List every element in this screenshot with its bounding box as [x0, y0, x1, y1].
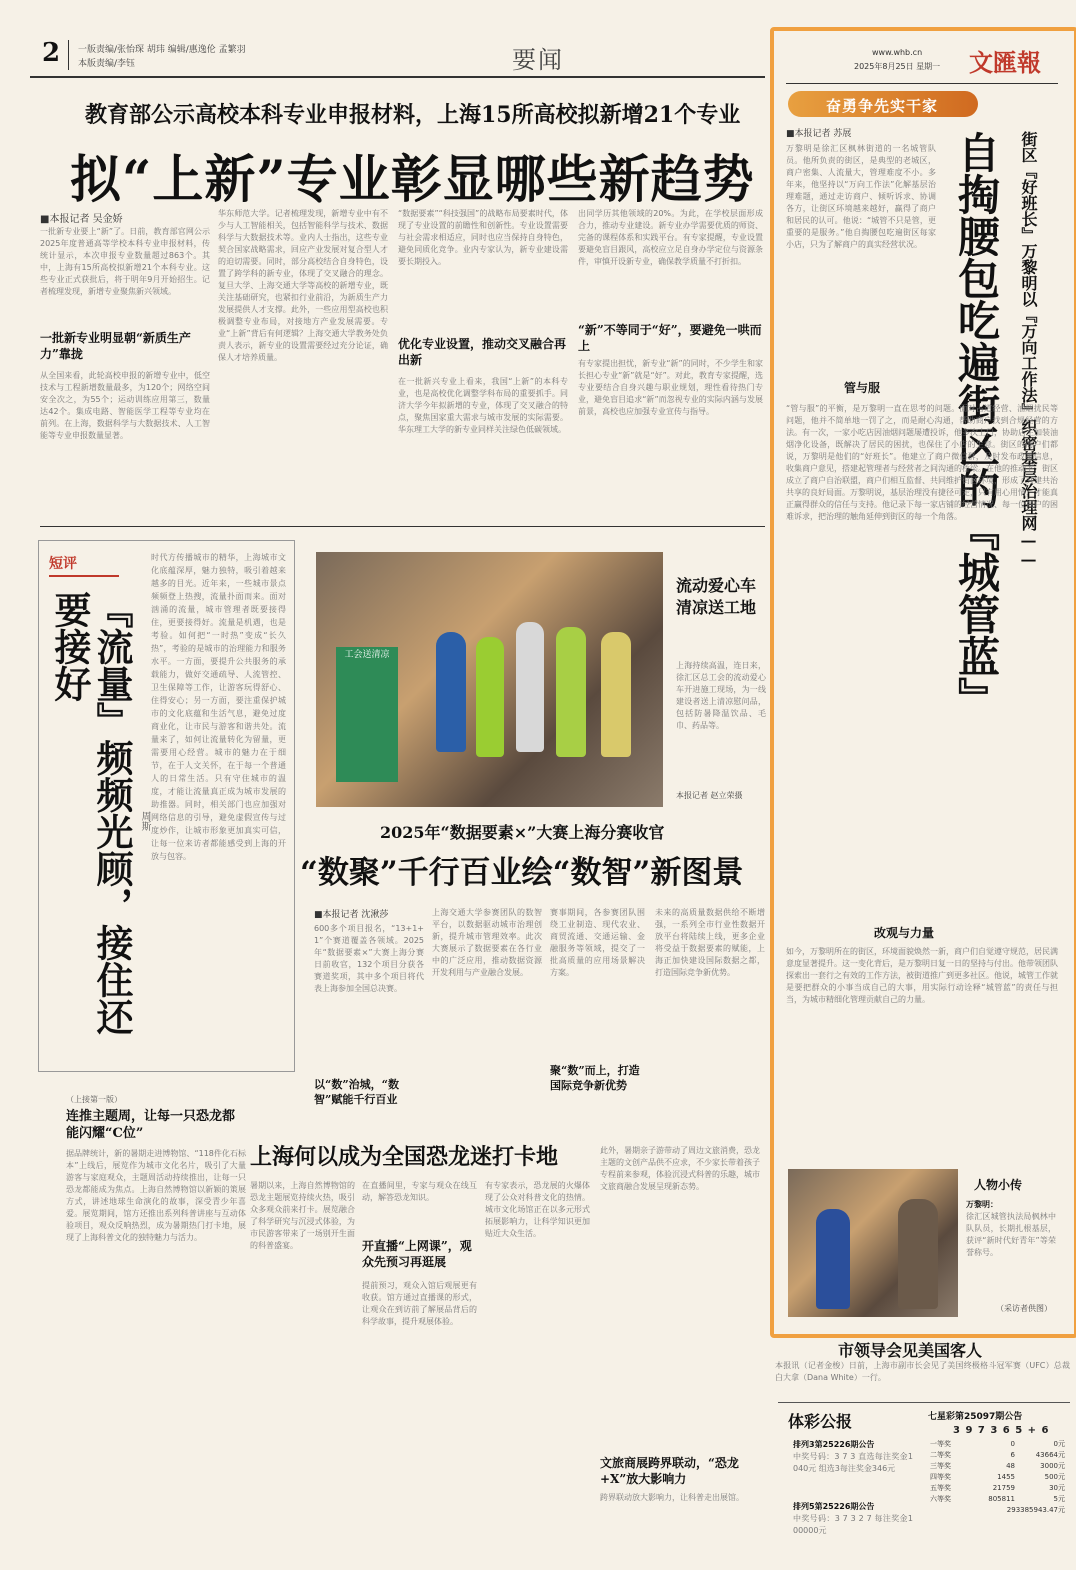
- top-story-body-col4: 出同学历其他领域的20%。为此，在学校层面形成合力，推动专业建设。新专业办学需要优质的师资、完备的课程体系和实践平台。有专家提醒，专业设置要避免盲目跟风，高校应立足自身办学定位与资源条件，审慎开设新专业，确保教学质量不打折扣。: [578, 209, 763, 266]
- prize-amount: 3000元: [1040, 1462, 1065, 1470]
- prize-level: 五等奖: [930, 1484, 951, 1492]
- dino-story-sub1: 开直播“上网课”，观众先预习再逛展: [362, 1239, 472, 1269]
- prize-level: 六等奖: [930, 1495, 951, 1503]
- commentary-box: [38, 540, 295, 1072]
- cooling-sign: [336, 647, 398, 782]
- top-story-body-col4b: 有专家提出担忧，新专业“新”的同时，不少学生和家长担心专业“新”就是“好”。对此，教育专家提醒，选专业要结合自身兴趣与职业规划，理性看待热门专业，避免盲目追求“新”而忽视专业的实际内涵与发展前景，高校也应加强专业宣传与指导。: [578, 359, 763, 416]
- prize-row: [930, 1450, 1065, 1461]
- prize-amount: 500元: [1044, 1473, 1065, 1481]
- data-story-headline: “数聚”千行百业绘“数智”新图景: [300, 855, 744, 891]
- bottom-left-body: 据品牌统计，新的暑期走进博物馆、“118件化石标本”上线后，展览作为城市文化名片，吸引了大量游客与家庭观众，主题周活动持续推出，让每一只恐龙都能成为焦点。上海自然博物馆以新颖的策展方式，讲述地球生命演化的故事，深受青少年喜爱。展览期间，馆方还推出系列科普讲座与互动体验项目，观众反响热烈，成为暑期热门打卡地，展现了上海科普文化的独特魅力与活力。: [66, 1149, 246, 1242]
- prize-row: [930, 1483, 1065, 1494]
- editor-credits: 一版责编/张怡琛 胡玮 编辑/惠逸伦 孟繁羽: [78, 45, 246, 55]
- dino-story-body-col4b: 跨界联动放大影响力，让科普走出展馆。: [600, 1493, 744, 1502]
- feature-box: [770, 27, 1076, 1338]
- dino-story-body-col1: 暑期以来，上海自然博物馆的恐龙主题展览持续火热，吸引众多观众前来打卡。展览融合了科学研究与沉浸式体验，为市民游客带来了一场别开生面的科普盛宴。: [250, 1181, 355, 1250]
- lottery-title: 体彩公报: [788, 1412, 853, 1431]
- feature-section-2: 改观与力量: [874, 926, 935, 940]
- p3-title: 排列3第25226期公告: [793, 1440, 875, 1449]
- data-story: [300, 815, 770, 1135]
- commentary-headline: 『流量』频频光顾，接住还要接好: [48, 591, 134, 1035]
- commentary-tag: [49, 553, 119, 577]
- data-story-body-col2: 上海交通大学参赛团队的数智平台，以数据驱动城市治理创新，提升城市管理效率。此次大赛展示了数据要素在各行业中的广泛应用，推动数据资源开发利用与产业融合发展。: [432, 908, 542, 977]
- top-story-sub2: 优化专业设置，推动交叉融合再出新: [398, 337, 567, 367]
- commentary-body: 时代方传播城市的精华，上海城市文化底蕴深厚，魅力独特，吸引着越来越多的目光。近年来，一些城市景点频频登上热搜，流量扑面而来。面对汹涌的流量，城市管理者既要接得住，更要接得好。流量是机遇，也是考验。如何把“一时热”变成“长久热”，考验的是城市的治理能力和服务水平。一方面，要提升公共服务的承载能力，做好交通疏导、人流管控、卫生保障等工作，让游客玩得舒心、住得安心；另一方面，要注重保护城市的文化底蕴和生活气息，避免过度商业化，让市民与游客和谐共处。流量来了，如何让流量转化为留量，更需要用心经营。城市的魅力在于细节，在于人文关怀，在于每一个普通人的日常生活。只有守住城市的温度，才能让流量真正成为城市发展的助推器。同时，相关部门也应加强对网络信息的引导，避免虚假宣传与过度炒作，让城市形象更加真实可信，让每一位来访者都能感受到上海的开放与包容。: [151, 553, 286, 861]
- data-story-kicker: 2025年“数据要素×”大赛上海分赛收官: [380, 823, 665, 842]
- section-title: 要闻: [512, 46, 564, 74]
- cooling-sign-text: 工会送清凉: [344, 650, 390, 660]
- data-story-sub1: 以“数”治城，“数智”赋能千行百业: [314, 1078, 399, 1106]
- feature-paper-logo: 文匯報: [969, 48, 1041, 77]
- feature-date: 2025年8月25日 星期一: [854, 62, 941, 71]
- prize-level: 二等奖: [930, 1451, 951, 1459]
- prize-table: [930, 1439, 1065, 1516]
- top-story-body-col3: “数据要素”“科技强国”的战略布局要素时代，体现了专业设置的前瞻性和创新性。专业设置需要与社会需求相适应，同时也应当保持自身特色，避免同质化竞争。业内专家认为，新专业建设需要长期投入。: [398, 209, 568, 266]
- top-story-body-col3b: 在一批新兴专业上看来，我国“上新”的本科专业，也是高校优化调整学科布局的重要抓手。同济大学今年拟新增的专业，体现了交叉融合的特点，聚焦国家重大需求与城市发展的实际需要。华东理工大学的新专业同样关注绿色低碳领域。: [398, 377, 568, 434]
- editor-credits-2: 本版责编/李钰: [78, 59, 136, 69]
- prize-row: [930, 1472, 1065, 1483]
- prize-count: 805811: [988, 1495, 1015, 1503]
- prize-level: 三等奖: [930, 1462, 951, 1470]
- page-header: [30, 30, 765, 78]
- prize-count: 1455: [997, 1473, 1015, 1481]
- bottom-left-headline: 连推主题周，让每一只恐龙都能闪耀“C位”: [66, 1109, 236, 1141]
- profile-body: 徐汇区城管执法局枫林中队队员，长期扎根基层，获评“新时代好青年”等荣誉称号。: [966, 1212, 1056, 1257]
- data-story-byline: ■本报记者 沈湫莎: [314, 910, 389, 920]
- prize-level: 四等奖: [930, 1473, 951, 1481]
- top-story-sub3: “新”不等同于“好”，要避免一哄而上: [578, 323, 762, 353]
- dino-story: [250, 1140, 765, 1550]
- data-story-body-col1: 600多个项目报名，“13+1+1”个赛道覆盖各领域。2025年“数据要素×”大赛上海分赛日前收官，132个项目分获各赛道奖项，其中多个项目将代表上海参加全国总决赛。: [314, 924, 424, 993]
- dino-story-body-col2: 提前预习，观众入馆后观展更有收获。馆方通过直播课的形式，让观众在到访前了解展品背后的科学故事，提升观展体验。: [362, 1281, 477, 1326]
- prize-level: 一等奖: [930, 1440, 951, 1448]
- data-story-body-col4: 未来的高质量数据供给不断增强，一系列全市行业性数据开放平台将陆续上线，更多企业将受益于数据要素的赋能，上海正加快建设国际数据之都，打造国际竞争新优势。: [655, 908, 765, 977]
- worker-photo: [316, 552, 663, 807]
- commentary-author: 周斯: [139, 811, 150, 831]
- profile-photo: [788, 1169, 958, 1317]
- dino-story-headline: 上海何以成为全国恐龙迷打卡地: [250, 1144, 559, 1170]
- mayor-headline: 市领导会见美国客人: [838, 1341, 983, 1360]
- photo-story-caption: 上海持续高温，连日来，徐汇区总工会的流动爱心车开进施工现场，为一线建设者送上清凉慰问品，包括防暑降温饮品、毛巾、药品等。: [676, 661, 766, 730]
- mayor-body: 本报讯（记者金梭）日前，上海市副市长会见了美国终极格斗冠军赛（UFC）总裁白大拿（Dana White）一行。: [775, 1361, 1070, 1382]
- p5-title: 排列5第25226期公告: [793, 1502, 875, 1511]
- p3-body: 中奖号码：3 7 3 直选每注奖金1040元 组选3每注奖金346元: [793, 1452, 913, 1473]
- feature-headline: 自掏腰包吃遍街区的『城管蓝』: [952, 131, 1001, 719]
- dino-story-body-col2a: 在直播间里，专家与观众在线互动，解答恐龙知识。: [362, 1181, 477, 1202]
- feature-body-3: 如今，万黎明所在的街区，环境面貌焕然一新，商户们自觉遵守规范，居民满意度显著提升。这一变化背后，是万黎明日复一日的坚持与付出。他带领团队探索出一套行之有效的工作方法，被街道推广到更多社区。他说，城管工作就是要把群众的小事当成自己的大事，用实际行动诠释“城管蓝”的责任与担当，为城市精细化管理贡献自己的力量。: [786, 947, 1058, 1004]
- dino-story-sub2: 文旅商展跨界联动，“恐龙+X”放大影响力: [600, 1456, 739, 1486]
- prize-pool: 293385943.47元: [1006, 1506, 1065, 1514]
- continued-label: （上接第一版）: [66, 1095, 122, 1104]
- dino-story-body-col3: 有专家表示，恐龙展的火爆体现了公众对科普文化的热情。城市文化场馆正在以多元形式拓展影响力，让科学知识更加贴近大众生活。: [485, 1181, 590, 1238]
- dino-story-body-col4a: 此外，暑期亲子游带动了周边文旅消费，恐龙主题的文创产品供不应求，不少家长带着孩子专程前来参观，体验沉浸式科普的乐趣，城市文旅商融合发展呈现新态势。: [600, 1146, 760, 1191]
- profile-title: 人物小传: [974, 1178, 1023, 1192]
- photo-story-title: 流动爱心车清凉送工地: [676, 576, 757, 617]
- qxc-numbers: 3 9 7 3 6 5 + 6: [953, 1425, 1050, 1436]
- top-story-body-col2: 华东师范大学。记者梳理发现，新增专业中有不少与人工智能相关，包括智能科学与技术、数据科学与大数据技术等。业内人士指出，这些专业契合国家战略需求，回应产业发展对复合型人才的迫切需要。同时，部分高校结合自身特色，设置了跨学科的新专业，体现了交叉融合的理念。复旦大学、上海交通大学等高校的新增专业，既关注基础研究，也紧扣行业前沿，为新质生产力发展提供人才支撑。此外，一些应用型高校也积极调整专业布局，对接地方产业发展需要。专业“上新”背后有何逻辑？上海交通大学教务处负责人表示，新专业的设置需要经过充分论证，确保人才培养质量。: [218, 209, 388, 362]
- prize-count: 6: [1010, 1451, 1015, 1459]
- prize-row: [930, 1439, 1065, 1450]
- profile-photo-credit: （采访者供图）: [996, 1304, 1052, 1313]
- prize-row: [930, 1494, 1065, 1505]
- feature-section-1: 管与服: [844, 381, 881, 395]
- feature-banner-text: 奋勇争先实干家: [826, 97, 939, 115]
- prize-amount: 0元: [1053, 1440, 1065, 1448]
- prize-amount: 30元: [1049, 1484, 1065, 1492]
- top-story-body-col1b: 从全国来看，此轮高校申报的新增专业中，低空技术与工程新增数量最多，为120个；网络空间安全次之，为55个；运动训练应用第三，数量达42个。集成电路、智能医学工程等专业均在前列。在上海，数据科学与大数据技术、人工智能等专业申报数量显著。: [40, 371, 210, 440]
- p5-body: 中奖号码：3 7 3 2 7 每注奖金100000元: [793, 1514, 913, 1535]
- feature-subhead: 街区『好班长』万黎明以『万向工作法』织密基层治理网——: [1019, 131, 1038, 569]
- data-story-sub2: 聚“数”而上，打造国际竞争新优势: [550, 1064, 640, 1092]
- photo-story-credit: 本报记者 赵立荣摄: [676, 791, 743, 800]
- top-story-kicker: 教育部公示高校本科专业申报材料，上海15所高校拟新增21个专业: [85, 102, 741, 128]
- prize-row: [930, 1461, 1065, 1472]
- feature-banner: [788, 91, 978, 117]
- qxc-title: 七星彩第25097期公告: [928, 1412, 1023, 1422]
- prize-count: 21759: [992, 1484, 1015, 1492]
- feature-body-1: 万黎明是徐汇区枫林街道的一名城管队员。他所负责的街区，是典型的老城区，商户密集、人流量大，管理难度不小。多年来，他坚持以“万向工作法”化解基层治理难题，通过走访商户、倾听诉求、协调各方，让街区环境越来越好，赢得了商户和居民的认可。他说：“城管不只是管，更重要的是服务。”他自掏腰包吃遍街区每家小店，只为了解商户的真实经营状况。: [786, 144, 936, 249]
- top-story-body-col1: 一批新专业要上“新”了。日前，教育部官网公示2025年度普通高等学校本科专业申报材料，传统计显示，本次申报专业数量超过863个。其中，上海有15所高校拟新增21个本科专业。这些专业正式获批后，将于明年9月开始招生。记者梳理发现，新增专业聚焦新兴领域。: [40, 227, 210, 296]
- feature-body-2: “管与服”的平衡，是万黎明一直在思考的问题。面对占道经营、油烟扰民等问题，他并不简单地一罚了之，而是耐心沟通，帮助商户找到合规经营的方法。有一次，一家小吃店因油烟问题屡遭投诉，他多次上门，协助店主加装油烟净化设备，既解决了居民的困扰，也保住了小店的生意。街区的商户们都说，万黎明是他们的“好班长”。他建立了商户微信群，及时发布政策信息，收集商户意见，搭建起管理者与经营者之间沟通的桥梁。在他的推动下，街区成立了商户自治联盟，商户们相互监督、共同维护街区环境，形成了共建共治共享的良好局面。万黎明说，基层治理没有捷径可走，只有用心用情，才能真正赢得群众的信任与支持。他记录下每一家店铺的经营情况、每一位商户的困难诉求，把治理的触角延伸到街区的每一个角落。: [786, 404, 1058, 521]
- feature-byline: ■本报记者 苏展: [786, 129, 852, 139]
- prize-count: 0: [1010, 1440, 1015, 1448]
- commentary-tag-label: 短评: [49, 556, 77, 572]
- top-story: [40, 90, 765, 530]
- bottom-left-story: [38, 1090, 248, 1550]
- prize-count: 48: [1006, 1462, 1015, 1470]
- profile-name: 万黎明：: [966, 1200, 998, 1209]
- top-story-byline: ■本报记者 吴金娇: [40, 214, 123, 225]
- prize-amount: 5元: [1053, 1495, 1065, 1503]
- top-story-sub1: 一批新专业明显朝“新质生产力”靠拢: [40, 331, 191, 361]
- feature-site: www.whb.cn: [872, 48, 923, 57]
- top-story-headline: 拟“上新”专业彰显哪些新趋势: [70, 150, 755, 210]
- data-story-body-col3: 赛事期间，各参赛团队围绕工业制造、现代农业、商贸流通、交通运输、金融服务等领域，提交了一批高质量的应用场景解决方案。: [550, 908, 645, 977]
- prize-amount: 43664元: [1035, 1451, 1065, 1459]
- page-number: 2: [42, 38, 61, 68]
- lottery-box: [778, 1402, 1070, 1543]
